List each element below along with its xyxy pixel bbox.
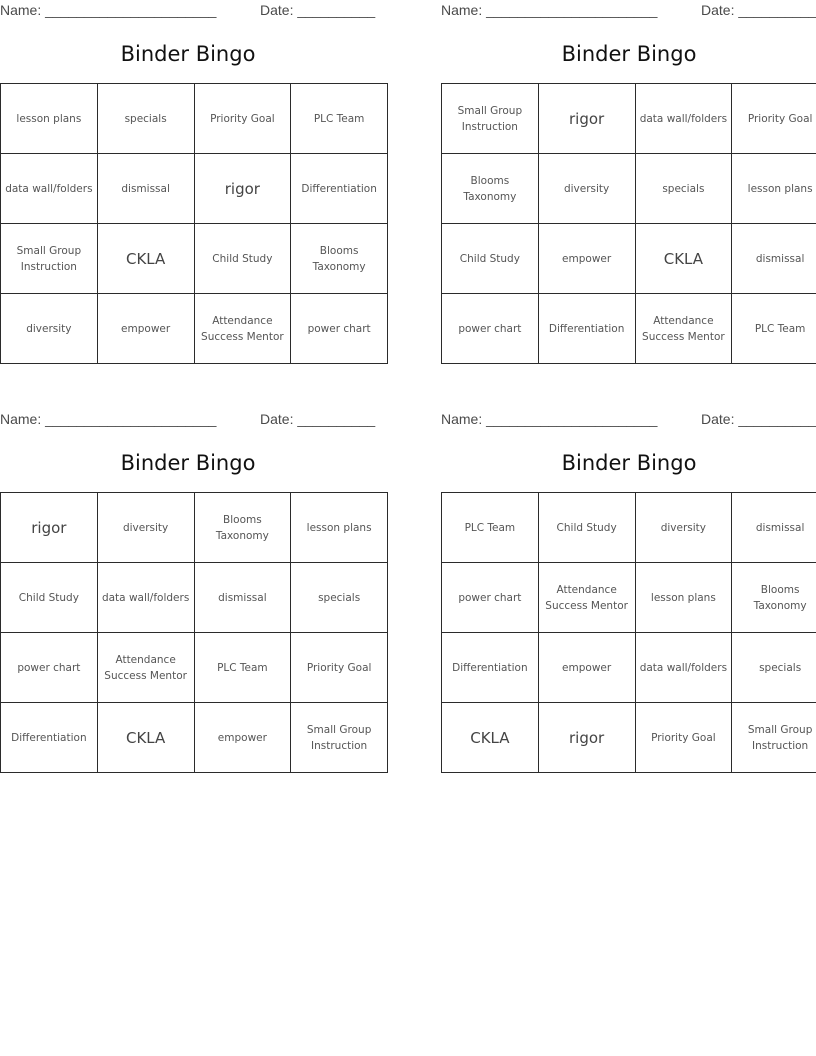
bingo-cell: data wall/folders bbox=[635, 84, 732, 154]
grid-row bbox=[442, 633, 816, 703]
grid-row bbox=[442, 224, 816, 294]
bingo-cell: PLC Team bbox=[732, 294, 816, 364]
bingo-cell: Blooms Taxonomy bbox=[442, 154, 539, 224]
bingo-cell: Priority Goal bbox=[291, 633, 388, 703]
bingo-cell: empower bbox=[194, 703, 291, 773]
bingo-cell: Priority Goal bbox=[732, 84, 816, 154]
card-title: Binder Bingo bbox=[120, 42, 256, 66]
bingo-cell: CKLA bbox=[97, 703, 194, 773]
grid-row bbox=[1, 224, 388, 294]
bingo-cell: specials bbox=[97, 84, 194, 154]
bingo-cell: lesson plans bbox=[1, 84, 98, 154]
bingo-cell: empower bbox=[538, 633, 635, 703]
date-field-label: Date: __________ bbox=[260, 2, 376, 18]
grid-row bbox=[1, 154, 388, 224]
bingo-cell: power chart bbox=[291, 294, 388, 364]
bingo-cell: Child Study bbox=[1, 563, 98, 633]
bingo-cell: PLC Team bbox=[442, 493, 539, 563]
bingo-cell: diversity bbox=[97, 493, 194, 563]
bingo-cell: PLC Team bbox=[194, 633, 291, 703]
date-field-label: Date: __________ bbox=[701, 411, 816, 427]
bingo-cell: power chart bbox=[442, 563, 539, 633]
bingo-cell: dismissal bbox=[97, 154, 194, 224]
bingo-cell: specials bbox=[732, 633, 816, 703]
bingo-cell: data wall/folders bbox=[1, 154, 98, 224]
grid-row bbox=[442, 563, 816, 633]
name-field-label: Name: ______________________ bbox=[0, 2, 217, 18]
bingo-cell: Priority Goal bbox=[194, 84, 291, 154]
bingo-cell: Priority Goal bbox=[635, 703, 732, 773]
grid-row bbox=[442, 294, 816, 364]
grid-row bbox=[442, 154, 816, 224]
grid-row bbox=[442, 703, 816, 773]
date-field-label: Date: __________ bbox=[260, 411, 376, 427]
bingo-cell: Child Study bbox=[538, 493, 635, 563]
bingo-cell: rigor bbox=[538, 703, 635, 773]
bingo-cell: lesson plans bbox=[291, 493, 388, 563]
bingo-cell: Child Study bbox=[194, 224, 291, 294]
card-header bbox=[0, 411, 376, 431]
bingo-cell: power chart bbox=[442, 294, 539, 364]
bingo-cell: dismissal bbox=[732, 493, 816, 563]
bingo-cell: Differentiation bbox=[538, 294, 635, 364]
bingo-cell: Attendance Success Mentor bbox=[635, 294, 732, 364]
bingo-cell: lesson plans bbox=[635, 563, 732, 633]
name-field-label: Name: ______________________ bbox=[441, 411, 658, 427]
bingo-cell: specials bbox=[291, 563, 388, 633]
date-field-label: Date: __________ bbox=[701, 2, 816, 18]
bingo-cell: Attendance Success Mentor bbox=[97, 633, 194, 703]
bingo-cell: dismissal bbox=[732, 224, 816, 294]
card-title: Binder Bingo bbox=[120, 451, 256, 475]
bingo-cell: Attendance Success Mentor bbox=[194, 294, 291, 364]
grid-row bbox=[1, 703, 388, 773]
bingo-cell: diversity bbox=[1, 294, 98, 364]
bingo-cell: Small Group Instruction bbox=[291, 703, 388, 773]
grid-row bbox=[1, 563, 388, 633]
card-header bbox=[441, 411, 816, 431]
bingo-grid bbox=[0, 83, 388, 364]
bingo-cell: Differentiation bbox=[1, 703, 98, 773]
grid-row bbox=[442, 493, 816, 563]
grid-row bbox=[1, 294, 388, 364]
bingo-cell: Small Group Instruction bbox=[442, 84, 539, 154]
bingo-cell: Blooms Taxonomy bbox=[194, 493, 291, 563]
bingo-cell: empower bbox=[97, 294, 194, 364]
bingo-cell: lesson plans bbox=[732, 154, 816, 224]
grid-row bbox=[1, 633, 388, 703]
bingo-cell: diversity bbox=[635, 493, 732, 563]
bingo-cell: diversity bbox=[538, 154, 635, 224]
card-header bbox=[441, 2, 816, 22]
bingo-grid bbox=[0, 492, 388, 773]
bingo-cell: CKLA bbox=[97, 224, 194, 294]
bingo-grid bbox=[441, 492, 816, 773]
grid-row bbox=[1, 84, 388, 154]
bingo-cell: Attendance Success Mentor bbox=[538, 563, 635, 633]
bingo-cell: Child Study bbox=[442, 224, 539, 294]
bingo-cell: Blooms Taxonomy bbox=[732, 563, 816, 633]
bingo-cell: rigor bbox=[194, 154, 291, 224]
bingo-cell: Differentiation bbox=[442, 633, 539, 703]
bingo-cell: data wall/folders bbox=[635, 633, 732, 703]
bingo-cell: Small Group Instruction bbox=[732, 703, 816, 773]
bingo-grid bbox=[441, 83, 816, 364]
card-title: Binder Bingo bbox=[561, 42, 697, 66]
bingo-cell: CKLA bbox=[635, 224, 732, 294]
name-field-label: Name: ______________________ bbox=[441, 2, 658, 18]
bingo-cell: empower bbox=[538, 224, 635, 294]
bingo-cell: PLC Team bbox=[291, 84, 388, 154]
grid-row bbox=[1, 493, 388, 563]
bingo-cell: CKLA bbox=[442, 703, 539, 773]
bingo-cell: Differentiation bbox=[291, 154, 388, 224]
bingo-cell: rigor bbox=[1, 493, 98, 563]
bingo-cell: power chart bbox=[1, 633, 98, 703]
bingo-cell: rigor bbox=[538, 84, 635, 154]
grid-row bbox=[442, 84, 816, 154]
bingo-cell: data wall/folders bbox=[97, 563, 194, 633]
bingo-cell: Blooms Taxonomy bbox=[291, 224, 388, 294]
card-header bbox=[0, 2, 376, 22]
bingo-cell: Small Group Instruction bbox=[1, 224, 98, 294]
bingo-cell: specials bbox=[635, 154, 732, 224]
name-field-label: Name: ______________________ bbox=[0, 411, 217, 427]
card-title: Binder Bingo bbox=[561, 451, 697, 475]
bingo-cell: dismissal bbox=[194, 563, 291, 633]
